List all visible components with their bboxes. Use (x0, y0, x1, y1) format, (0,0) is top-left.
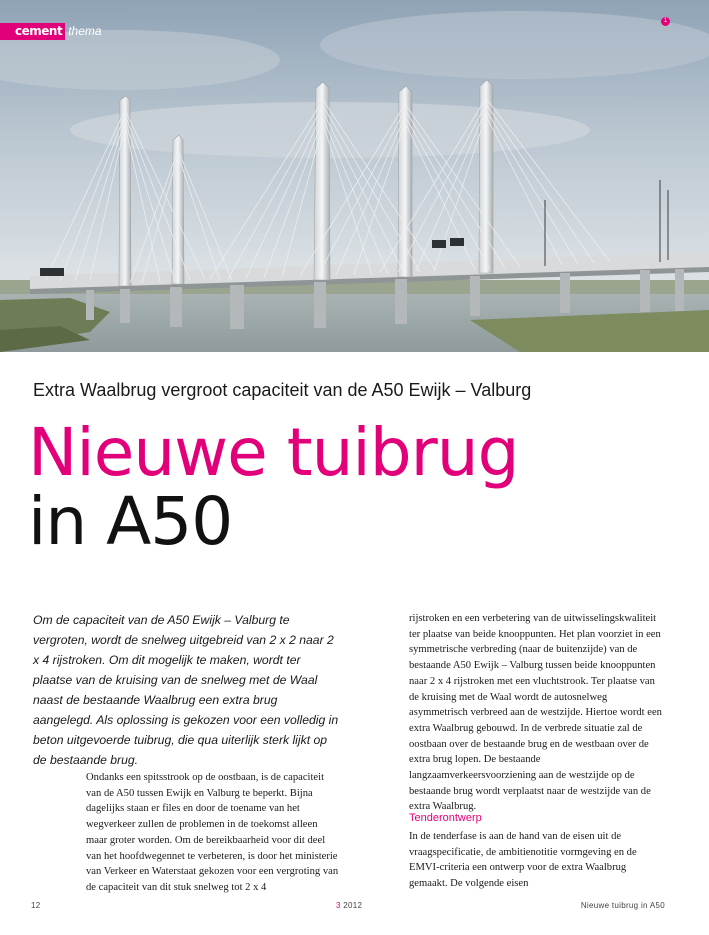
body-column-1: Ondanks een spitsstrook op de oostbaan, is de capaciteit van de A50 tussen Ewijk en Valburg te beperkt. Bijna dagelijks staan er files en door de toename van het wegverkeer zullen de problemen in de toekomst alleen maar groter worden. Om de bereikbaarheid voor dit deel van het hoofdwegennet te verbeteren, is door het ministerie van Verkeer en Waterstaat gekozen voor een vergroting van de capaciteit van dit stuk snelweg tot 2 x 4 (86, 772, 339, 893)
page-number: 12 (31, 901, 41, 910)
logo-wordmark: cement (12, 23, 65, 40)
magazine-logo (0, 23, 102, 40)
page-marker-badge: 1 (661, 17, 670, 26)
body-column-3: In de tenderfase is aan de hand van de eisen uit de vraagspecificatie, de ambitienotitie vormgeving en de EMVI-criteria een ontwerp voor de extra Waalbrug gemaakt. De volgende eisen (409, 831, 637, 890)
issue-year: 2012 (343, 901, 363, 910)
section-subheading: Tenderontwerp (409, 812, 482, 824)
article-headline (28, 414, 519, 560)
article-kicker: Extra Waalbrug vergroot capaciteit van de A50 Ewijk – Valburg (33, 380, 532, 400)
bridge-rendering (0, 0, 709, 352)
headline-line-1: Nieuwe tuibrug (28, 414, 519, 491)
issue-info (336, 901, 362, 910)
logo-accent-bar (0, 23, 12, 40)
hero-image (0, 0, 709, 352)
section-label: thema (68, 24, 102, 38)
headline-line-2: in A50 (28, 483, 233, 560)
lead-paragraph: Om de capaciteit van de A50 Ewijk – Valburg te vergroten, wordt de snelweg uitgebreid van 2 x 2 naar 2 x 4 rijstroken. Om dit mogelijk te maken, wordt ter plaatse van de kruising van de snelweg met de Waal naast de bestaande Waalbrug een extra brug aangelegd. Als oplossing is gekozen voor een volledig in beton uitgevoerde tuibrug, die qua uiterlijk sterk lijkt op de bestaande brug. (33, 613, 339, 767)
running-title: Nieuwe tuibrug in A50 (580, 901, 665, 910)
issue-number: 3 (336, 901, 341, 910)
body-column-2: rijstroken en een verbetering van de uitwisselingskwaliteit ter plaatse van beide knooppunten. Het plan voorziet in een symmetrische verbreding (naar de buitenzijde) van de bestaande A50 Ewijk – Valburg tussen beide knooppunten naar 2 x 4 rijstroken met een vluchtstrook. Ter plaatse van de kruising met de Waal wordt de autosnelweg asymmetrisch verbreed aan de westzijde. Hiertoe wordt een extra Waalbrug gebouwd. In de verbrede situatie zal de oostbaan over de bestaande brug en de westbaan over de extra brug lopen. De bestaande langzaamverkeersvoorziening aan de westzijde op de bestaande brug wordt verplaatst naar de westzijde van de extra Waalbrug. (409, 613, 662, 813)
